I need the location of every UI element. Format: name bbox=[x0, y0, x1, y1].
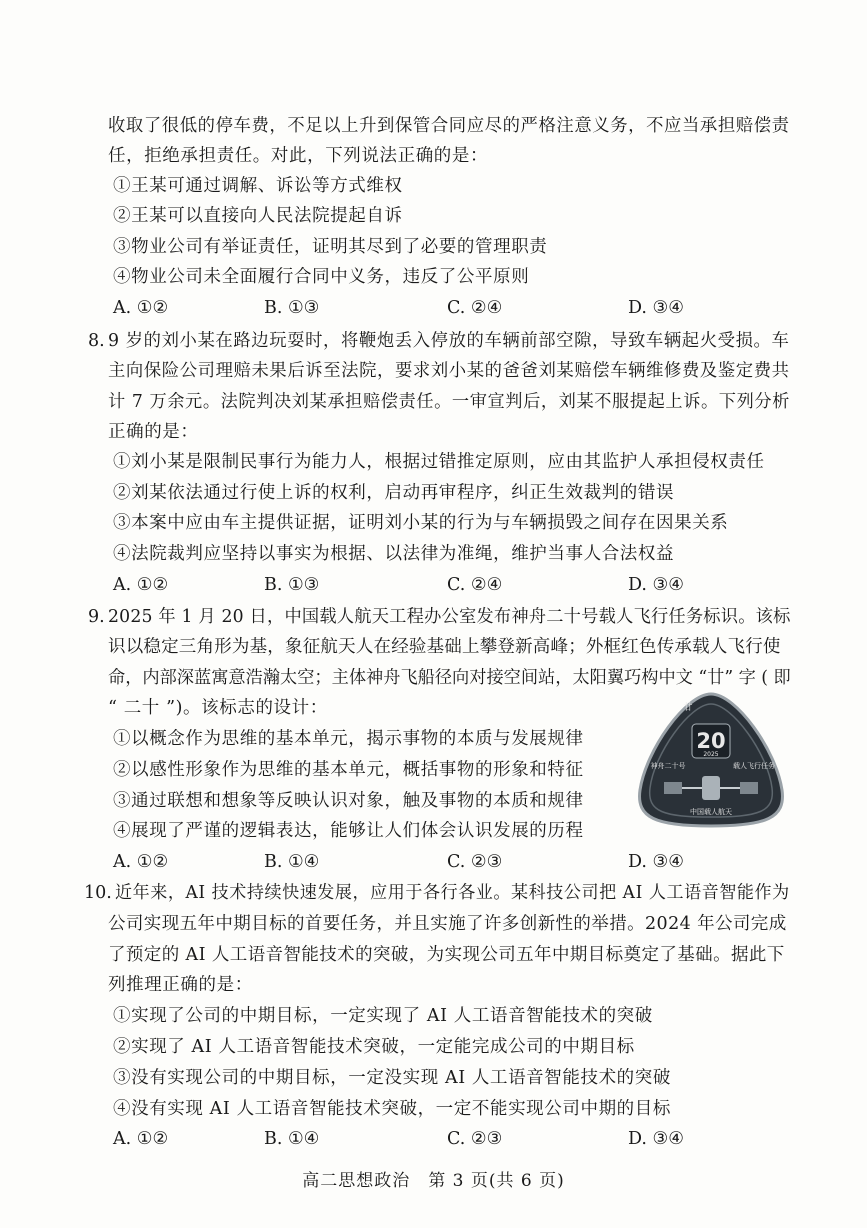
emblem-solar-wing-left bbox=[664, 782, 682, 794]
q8-option-c[interactable]: C. ②④ bbox=[447, 575, 503, 595]
emblem-bottom-text: 中国载人航天 bbox=[690, 808, 732, 816]
q8-option-b[interactable]: B. ①③ bbox=[264, 575, 320, 595]
q8-item-3: ③本案中应由车主提供证据，证明刘小某的行为与车辆损毁之间存在因果关系 bbox=[113, 513, 729, 533]
q9-option-a[interactable]: A. ①② bbox=[113, 852, 169, 872]
q8-item-2: ②刘某依法通过行使上诉的权利，启动再审程序，纠正生效裁判的错误 bbox=[113, 483, 675, 503]
q8-stem-line-3: 计 7 万余元。法院判决刘某承担赔偿责任。一审宣判后，刘某不服提起上诉。下列分析 bbox=[108, 392, 790, 412]
q8-item-4: ④法院裁判应坚持以事实为根据、以法律为准绳，维护当事人合法权益 bbox=[113, 544, 675, 564]
q7-item-2: ②王某可以直接向人民法院提起自诉 bbox=[113, 206, 403, 226]
q9-item-1: ①以概念作为思维的基本单元，揭示事物的本质与发展规律 bbox=[113, 729, 584, 749]
page-footer: 高二思想政治 第 3 页(共 6 页) bbox=[302, 1171, 565, 1191]
q7-stem-line-2: 任，拒绝承担责任。对此，下列说法正确的是： bbox=[108, 146, 489, 166]
q7-option-c[interactable]: C. ②④ bbox=[447, 298, 503, 318]
q10-item-2: ②实现了 AI 人工语音智能技术突破，一定能完成公司的中期目标 bbox=[113, 1037, 635, 1057]
q8-stem-line-4: 正确的是： bbox=[108, 422, 199, 442]
q7-stem-line-1: 收取了很低的停车费，不足以上升到保管合同应尽的严格注意义务，不应当承担赔偿责 bbox=[108, 116, 790, 136]
q8-item-1: ①刘小某是限制民事行为能力人，根据过错推定原则，应由其监护人承担侵权责任 bbox=[113, 452, 765, 472]
q10-stem-line-3: 了预定的 AI 人工语音智能技术的突破，为实现公司五年中期目标奠定了基础。据此下 bbox=[108, 945, 785, 965]
q8-option-d[interactable]: D. ③④ bbox=[628, 575, 684, 595]
q8-number: 8. bbox=[88, 331, 105, 351]
q10-stem-line-1: 近年来，AI 技术持续快速发展，应用于各行各业。某科技公司把 AI 人工语音智能作为 bbox=[115, 883, 790, 903]
q7-item-3: ③物业公司有举证责任，证明其尽到了必要的管理职责 bbox=[113, 237, 548, 257]
q10-option-a[interactable]: A. ①② bbox=[113, 1129, 169, 1149]
q10-item-3: ③没有实现公司的中期目标，一定没实现 AI 人工语音智能技术的突破 bbox=[113, 1068, 671, 1088]
q9-stem-line-3: 命，内部深蓝寓意浩瀚太空；主体神舟飞船径向对接空间站，太阳翼巧构中文 “廿” 字 ( 即 bbox=[108, 668, 791, 688]
q10-stem-line-4: 列推理正确的是： bbox=[108, 975, 253, 995]
q10-item-1: ①实现了公司的中期目标，一定实现了 AI 人工语音智能技术的突破 bbox=[113, 1006, 653, 1026]
q10-option-b[interactable]: B. ①④ bbox=[264, 1129, 320, 1149]
emblem-spacecraft-body bbox=[702, 776, 720, 800]
emblem-ring-left-text: 神舟二十号 bbox=[650, 762, 686, 770]
shenzhou-20-mission-emblem bbox=[636, 690, 786, 830]
q9-item-4: ④展现了严谨的逻辑表达，能够让人们体会认识发展的历程 bbox=[113, 821, 584, 841]
q10-option-d[interactable]: D. ③④ bbox=[628, 1129, 684, 1149]
q7-option-d[interactable]: D. ③④ bbox=[628, 298, 684, 318]
q7-item-4: ④物业公司未全面履行合同中义务，违反了公平原则 bbox=[113, 267, 530, 287]
emblem-top-character: 廿 bbox=[683, 703, 693, 713]
q10-item-4: ④没有实现 AI 人工语音智能技术突破，一定不能实现公司中期的目标 bbox=[113, 1099, 671, 1119]
emblem-solar-wing-right bbox=[740, 782, 758, 794]
emblem-year: 2025 bbox=[703, 751, 719, 758]
q9-option-b[interactable]: B. ①④ bbox=[264, 852, 320, 872]
q9-option-d[interactable]: D. ③④ bbox=[628, 852, 684, 872]
q7-option-a[interactable]: A. ①② bbox=[113, 298, 169, 318]
q9-stem-line-4: “ 二十 ”)。该标志的设计： bbox=[108, 698, 328, 718]
q9-number: 9. bbox=[88, 607, 105, 627]
q7-item-1: ①王某可通过调解、诉讼等方式维权 bbox=[113, 176, 403, 196]
q9-item-2: ②以感性形象作为思维的基本单元，概括事物的形象和特征 bbox=[113, 760, 584, 780]
emblem-ring-right-text: 载人飞行任务 bbox=[733, 762, 775, 770]
q10-option-c[interactable]: C. ②③ bbox=[447, 1129, 503, 1149]
q9-item-3: ③通过联想和想象等反映认识对象，触及事物的本质和规律 bbox=[113, 791, 584, 811]
q9-option-c[interactable]: C. ②③ bbox=[447, 852, 503, 872]
q9-stem-line-1: 2025 年 1 月 20 日，中国载人航天工程办公室发布神舟二十号载人飞行任务标识。该标 bbox=[108, 607, 791, 627]
q9-stem-line-2: 识以稳定三角形为基，象征航天人在经验基础上攀登新高峰；外框红色传承载人飞行使 bbox=[108, 637, 781, 657]
q8-option-a[interactable]: A. ①② bbox=[113, 575, 169, 595]
emblem-triangle-shape bbox=[640, 694, 783, 826]
q10-number: 10. bbox=[84, 883, 112, 903]
q8-stem-line-2: 主向保险公司理赔未果后诉至法院，要求刘小某的爸爸刘某赔偿车辆维修费及鉴定费共 bbox=[108, 361, 790, 381]
q10-stem-line-2: 公司实现五年中期目标的首要任务，并且实施了许多创新性的举措。2024 年公司完成 bbox=[108, 914, 787, 934]
emblem-number: 20 bbox=[696, 729, 726, 753]
q8-stem-line-1: 9 岁的刘小某在路边玩耍时，将鞭炮丢入停放的车辆前部空隙，导致车辆起火受损。车 bbox=[108, 331, 790, 351]
q7-option-b[interactable]: B. ①③ bbox=[264, 298, 320, 318]
